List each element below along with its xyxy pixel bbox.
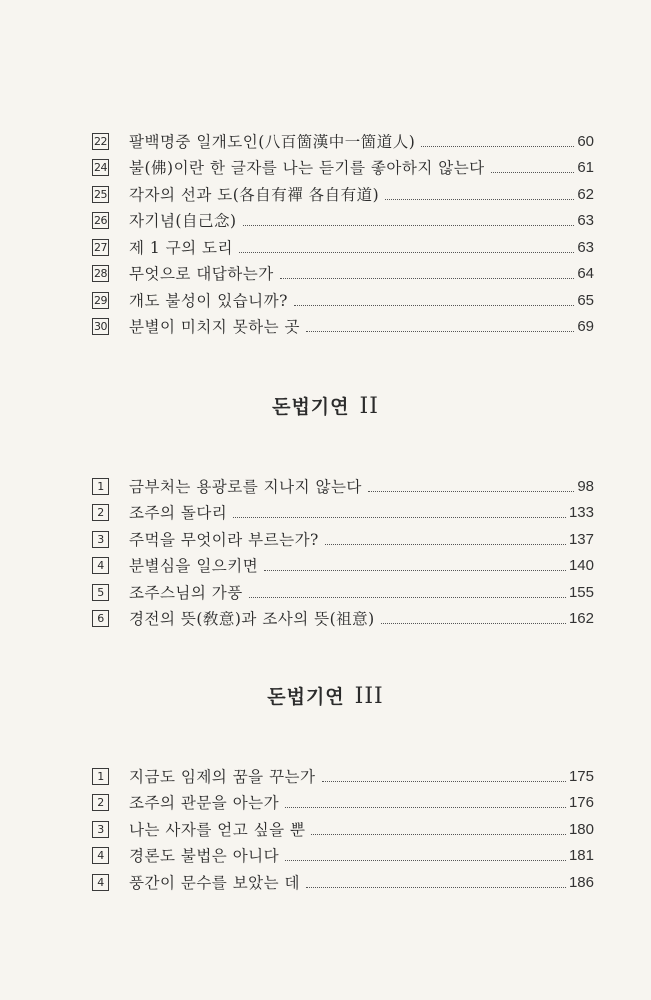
entry-number: 1 [92,768,109,785]
entry-number: 24 [94,161,107,174]
toc-entry[interactable] [92,550,594,577]
entry-page: 137 [568,530,594,548]
entry-title: 풍간이 문수를 보았는 데 [129,873,301,892]
entry-number: 25 [94,187,107,201]
entry-title: 경론도 불법은 아니다 [129,847,280,865]
entry-title: 나는 사자를 얻고 싶을 뿐 [129,820,306,839]
dot-leader [285,860,566,861]
entry-number: 2 [92,794,109,811]
entry-title: 팔백명중 일개도인(八百箇漢中一箇道人) [129,132,416,151]
entry-title: 조주스님의 가풍 [129,583,243,602]
toc-group-2 [92,470,594,629]
entry-page: 133 [568,504,594,521]
section-roman-numeral: III [354,684,384,709]
toc-entry[interactable] [92,576,594,603]
entry-title: 지금도 임제의 꿈을 꾸는가 [129,767,316,786]
toc-entry[interactable] [92,125,594,152]
entry-number: 4 [92,874,109,891]
entry-title: 분별심을 일으키면 [129,557,259,575]
section-heading-text: 돈법기연 [272,396,350,418]
entry-title: 불(佛)이란 한 글자를 나는 듣기를 좋아하지 않는다 [129,159,485,177]
entry-page: 98 [577,477,594,495]
entry-number: 6 [92,610,109,627]
section-heading-text: 돈법기연 [267,686,345,708]
toc-entry[interactable] [92,470,594,497]
entry-number: 3 [92,531,109,548]
entry-title: 금부처는 용광로를 지나지 않는다 [129,477,362,496]
toc-entry[interactable] [92,231,594,258]
dot-leader [239,252,574,253]
entry-page: 186 [568,873,594,891]
dot-leader [233,517,566,518]
entry-title: 제 1 구의 도리 [129,238,234,257]
toc-group-1 [92,125,594,337]
dot-leader [294,305,574,306]
entry-number: 22 [94,134,107,148]
entry-page: 63 [577,238,594,256]
entry-title: 각자의 선과 도(各自有禪 各自有道) [129,185,380,204]
entry-page: 64 [577,265,594,282]
toc-entry[interactable] [92,813,594,840]
entry-page: 176 [568,794,594,811]
toc-entry[interactable] [92,603,594,630]
dot-leader [311,834,566,835]
entry-number: 30 [94,320,107,333]
entry-title: 무엇으로 대답하는가 [129,265,274,283]
entry-page: 63 [577,212,594,229]
dot-leader [280,278,575,279]
entry-page: 180 [568,820,594,838]
entry-number: 4 [92,557,109,574]
toc-entry[interactable] [92,523,594,550]
entry-title: 주먹을 무엇이라 부르는가? [129,530,319,549]
toc-entry[interactable] [92,205,594,232]
toc-entry[interactable] [92,840,594,867]
toc-entry[interactable] [92,311,594,338]
dot-leader [421,146,574,147]
dot-leader [264,570,566,571]
entry-number: 26 [94,214,107,227]
entry-page: 140 [568,557,594,574]
toc-entry[interactable] [92,178,594,205]
entry-title: 개도 불성이 있습니까? [129,291,288,310]
entry-page: 162 [568,610,594,627]
dot-leader [322,781,566,782]
dot-leader [368,491,574,492]
dot-leader [243,225,575,226]
entry-page: 65 [577,291,594,309]
entry-number: 27 [94,240,107,254]
entry-number: 28 [94,267,107,280]
entry-number: 1 [92,478,109,495]
dot-leader [491,172,575,173]
entry-number: 3 [92,821,109,838]
entry-title: 조주의 돌다리 [129,504,228,522]
entry-page: 181 [568,847,594,864]
entry-page: 61 [577,159,594,176]
dot-leader [325,544,566,545]
toc-entry[interactable] [92,866,594,893]
toc-entry[interactable] [92,787,594,814]
dot-leader [249,597,566,598]
dot-leader [385,199,574,200]
dot-leader [285,807,566,808]
entry-number: 5 [92,584,109,601]
dot-leader [306,887,566,888]
entry-page: 175 [568,767,594,785]
entry-page: 155 [568,583,594,601]
entry-number: 29 [94,293,107,307]
entry-title: 경전의 뜻(敎意)과 조사의 뜻(祖意) [129,610,375,628]
entry-number: 2 [92,504,109,521]
entry-page: 69 [577,318,594,335]
toc-entry[interactable] [92,284,594,311]
toc-group-3 [92,760,594,893]
toc-entry[interactable] [92,258,594,285]
section-heading-2 [0,392,651,419]
entry-title: 자기념(自己念) [129,212,237,230]
toc-entry[interactable] [92,152,594,179]
section-roman-numeral: II [359,394,379,419]
entry-page: 62 [577,185,594,203]
toc-entry[interactable] [92,760,594,787]
entry-title: 조주의 관문을 아는가 [129,794,280,812]
dot-leader [306,331,574,332]
entry-page: 60 [577,132,594,150]
section-heading-3 [0,682,651,709]
entry-title: 분별이 미치지 못하는 곳 [129,318,301,336]
toc-entry[interactable] [92,497,594,524]
entry-number: 4 [92,847,109,864]
dot-leader [381,623,566,624]
